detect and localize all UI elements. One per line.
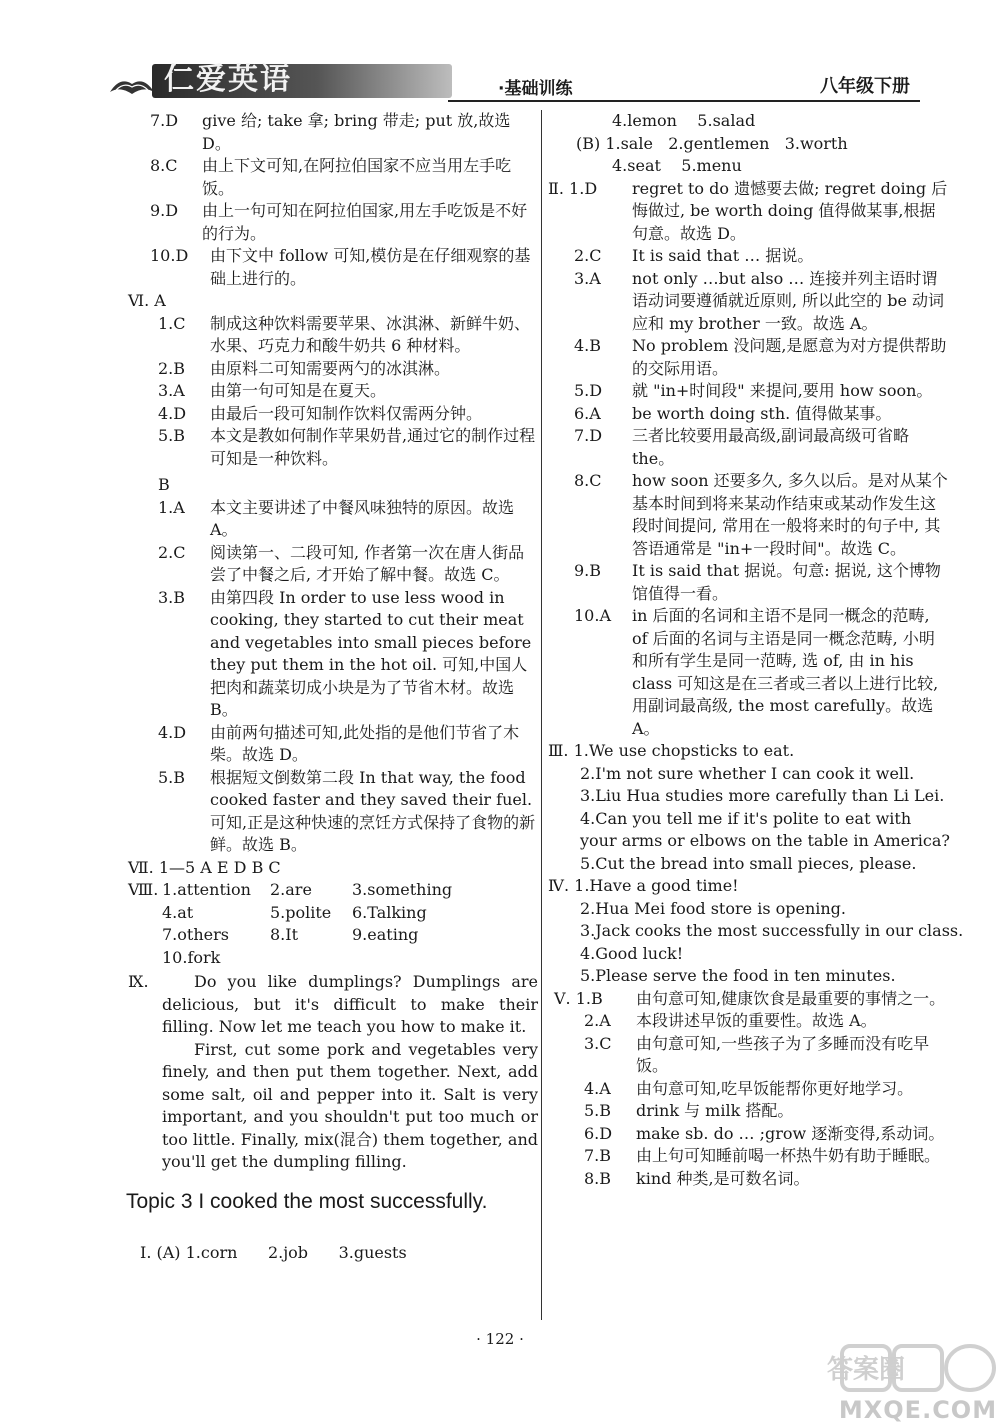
answer-entry: 5.B drink 与 milk 搭配。 [584, 1101, 794, 1120]
answer-entry: 9.D 由上一句可知在阿拉伯国家,用左手吃饭是不好的行为。 [150, 201, 528, 243]
watermark-url: MXQE.COM [838, 1396, 998, 1424]
watermark [826, 1340, 998, 1424]
answer-entry: 2.C It is said that … 据说。 [574, 246, 814, 265]
grid-cell: 9.eating [352, 925, 419, 944]
answer-entry: 10.D 由下文中 follow 可知,模仿是在仔细观察的基础上进行的。 [150, 246, 531, 288]
grid-cell: 5.polite [270, 902, 332, 922]
header-rule [448, 100, 920, 102]
writing-paragraph: Do you like dumplings? Dumplings are delicious, but it's difficult to make their filling. Now let me teach you how to make it. [162, 972, 538, 1036]
book-logo-icon [108, 74, 156, 98]
word-answer-grid: Ⅷ. 1.attention 2.are 3.something 4.at 5.polite 6.Talking 7.others 8.It 9.eating 10.fork [128, 879, 538, 969]
right-column [548, 110, 964, 1190]
answer-entry: 3.A not only …but also … 连接并列主语时谓语动词要遵循就近原则, 所以此空的 be 动词应和 my brother 一致。故选 A。 [574, 268, 945, 333]
answer-entry: 9.B It is said that 据说。句意: 据说, 这个博物馆值得一看。 [574, 561, 941, 603]
answer-line: 2.I'm not sure whether I can cook it well. [580, 763, 915, 783]
answer-entry: 4.D 由最后一段可知制作饮料仅需两分钟。 [158, 403, 483, 423]
writing-paragraph: First, cut some pork and vegetables very finely, and then put them together. Next, add some salt, oil and pepper into it. Salt is very important, and you shouldn't put too much or too little. Finally, mix(混合) them together, and you'll get the dumpling filling. [162, 1039, 538, 1171]
answer-entry: 4.B No problem 没问题,是愿意为对方提供帮助的交际用语。 [574, 336, 947, 378]
topic-heading: Topic 3 I cooked the most successfully. [126, 1189, 488, 1213]
answer-entry: 5.B 根据短文倒数第二段 In that way, the food cooked faster and they saved their fuel. 可知,正是这种快速的烹饪方式保持了食物的新鲜。故选 B。 [158, 767, 536, 854]
answer-entry: 7.D 三者比较要用最高级,副词最高级可省略 the。 [574, 426, 910, 468]
answer-line: 4.Can you tell me if it's polite to eat with your arms or elbows on the table in America? [580, 808, 950, 850]
answer-line: 4.lemon 5.salad [612, 111, 756, 130]
answer-entry: 3.A 由第一句可知是在夏天。 [158, 381, 387, 400]
answer-line: Ⅳ. 1.Have a good time! [548, 876, 739, 895]
answer-entry: 7.D give 给; take 拿; bring 带走; put 放,故选 D。 [150, 111, 511, 153]
grid-cell: 10.fork [162, 947, 221, 967]
writing-sample: Ⅸ. Do you like dumplings? Dumplings are delicious, but it's difficult to make their filling. Now let me teach you how to make it. First, cut some pork and vegetables very finely, and then put them together. Next, add some salt, oil and pepper into it. Salt is very important, and you shouldn't put too much or too little. Finally, mix(混合) them together, and you'll get the dumpling filling. [128, 971, 538, 1174]
page-header [108, 62, 920, 102]
answer-line: 5.Please serve the food in ten minutes. [580, 966, 896, 985]
answer-entry: 2.C 阅读第一、二段可知, 作者第一次在唐人街品尝了中餐之后, 才开始了解中餐。故选 C。 [158, 542, 525, 584]
answer-entry: 6.A be worth doing sth. 值得做某事。 [574, 403, 892, 423]
grid-cell: 1.attention [162, 880, 251, 899]
answer-line: 5.Cut the bread into small pieces, please. [580, 853, 917, 873]
grid-cell: 7.others [162, 925, 229, 944]
answer-line: Ⅲ. 1.We use chopsticks to eat. [548, 741, 795, 760]
answer-line: 3.Liu Hua studies more carefully than Li Lei. [580, 786, 945, 805]
answer-line: 3.Jack cooks the most successfully in our class. [580, 921, 964, 940]
answer-entry: 8.C how soon 还要多久, 多久以后。是对从某个基本时间到将来某动作结束或某动作发生这段时间提问, 常用在一般将来时的句子中, 其答语通常是 "in+一段时间"。故选 C。 [574, 471, 948, 558]
watermark-char: 答案圈 [826, 1355, 906, 1385]
answer-line: 4.seat 5.menu [612, 156, 742, 175]
left-column [128, 110, 538, 1264]
answer-entry: 5.B 本文是教如何制作苹果奶昔,通过它的制作过程可知是一种饮料。 [158, 426, 536, 468]
answer-entry: 1.C 制成这种饮料需要苹果、冰淇淋、新鲜牛奶、水果、巧克力和酸牛奶共 6 种材料。 [158, 313, 531, 355]
column-divider [541, 110, 542, 1320]
grid-cell: 3.something [352, 880, 453, 899]
answer-entry: 6.D make sb. do … ;grow 逐渐变得,系动词。 [584, 1123, 945, 1143]
grid-cell: 4.at [162, 902, 194, 922]
answer-entry: 8.B kind 种类,是可数名词。 [584, 1168, 810, 1188]
answer-entry: 10.A in 后面的名词和主语不是同一概念的范畴, of 后面的名词与主语是同一概念范畴, 小明和所有学生是同一范畴, 选 of, 由 in his class 可知这是在三者或三者以上进行比较, 用副词最高级, the most carefully。故选 A。 [574, 606, 939, 738]
grid-cell: 2.are [270, 880, 312, 899]
grid-cell: 8.It [270, 925, 299, 944]
topic-answer-line: Ⅰ. (A) 1.corn 2.job 3.guests [140, 1242, 407, 1262]
answer-entry: 1.A 本文主要讲述了中餐风味独特的原因。故选 A。 [158, 497, 515, 539]
answer-line: (B) 1.sale 2.gentlemen 3.worth [576, 133, 848, 153]
grade-label: 八年级下册 [820, 76, 910, 97]
answer-entry: Ⅱ. 1.D regret to do 遗憾要去做; regret doing 后悔做过, be worth doing 值得做某事,根据句意。故选 D。 [548, 178, 948, 243]
answer-entry: 7.B 由上句可知睡前喝一杯热牛奶有助于睡眠。 [584, 1146, 941, 1165]
section-label: Ⅵ. A [128, 291, 166, 310]
series-title: 仁爱英语 [164, 62, 292, 97]
series-subtitle: ·基础训练 [498, 79, 573, 99]
answer-entry: 8.C 由上下文可知,在阿拉伯国家不应当用左手吃饭。 [150, 156, 512, 198]
answer-entry: 4.A 由句意可知,吃早饭能帮你更好地学习。 [584, 1078, 914, 1098]
answer-entry: 3.C 由句意可知,一些孩子为了多睡而没有吃早饭。 [584, 1033, 930, 1075]
answer-entry: 5.D 就 "in+时间段" 来提问,要用 how soon。 [574, 381, 933, 400]
answer-line: 4.Good luck! [580, 943, 684, 963]
section-label: Ⅶ. 1—5 A E D B C [128, 857, 281, 877]
answer-entry: Ⅴ. 1.B 由句意可知,健康饮食是最重要的事情之一。 [554, 988, 946, 1008]
answer-entry: 4.D 由前两句描述可知,此处指的是他们节省了木柴。故选 D。 [158, 722, 520, 764]
answer-entry: 3.B 由第四段 In order to use less wood in cooking, they started to cut their meat and vegetables into small pieces before they put them in the hot oil. 可知,中国人把肉和蔬菜切成小块是为了节省木材。故选 B。 [158, 587, 532, 719]
answer-entry: 2.A 本段讲述早饭的重要性。故选 A。 [584, 1011, 877, 1030]
page-number: · 122 · [476, 1330, 524, 1348]
grid-cell: 6.Talking [352, 902, 427, 922]
watermark-logo-icon [826, 1340, 998, 1396]
answer-line: 2.Hua Mei food store is opening. [580, 898, 847, 918]
answer-entry: 2.B 由原料二可知需要两勺的冰淇淋。 [158, 358, 451, 378]
section-label: B [158, 475, 170, 494]
